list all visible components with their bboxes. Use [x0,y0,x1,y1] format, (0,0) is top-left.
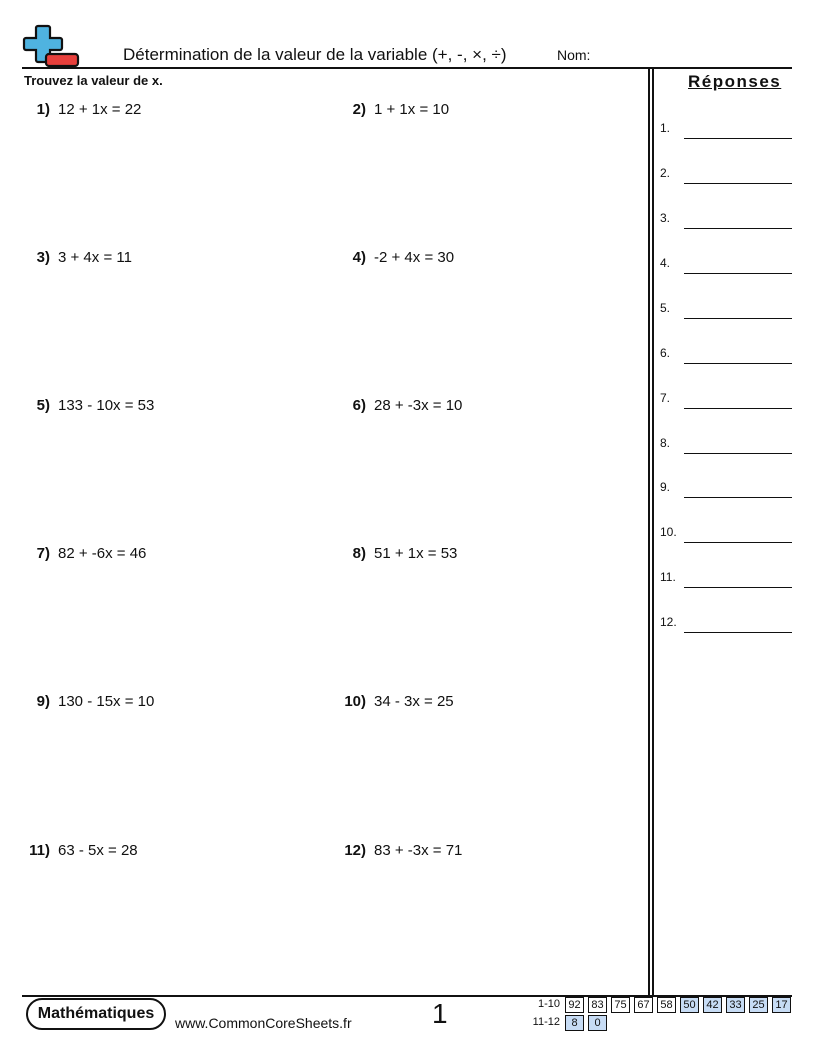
answer-blank-line[interactable] [684,497,792,498]
problem-expression: 133 - 10x = 53 [58,397,155,414]
answer-label: 11. [660,570,676,584]
answer-blank-line[interactable] [684,138,792,139]
problem-expression: 51 + 1x = 53 [374,545,458,562]
problem-number: 8) [352,545,366,562]
problem-number: 5) [36,397,50,414]
answer-label: 3. [660,211,671,225]
answer-blank-line[interactable] [684,228,792,229]
answer-row-12[interactable] [660,615,792,635]
answer-blank-line[interactable] [684,542,792,543]
answer-row-1[interactable] [660,121,792,141]
answer-blank-line[interactable] [684,363,792,364]
problem-6 [340,397,462,414]
problem-1 [24,101,141,118]
answer-label: 9. [660,480,671,494]
problem-number: 1) [36,101,50,118]
score-cell: 67 [634,997,653,1013]
problem-number: 7) [36,545,50,562]
problem-expression: 28 + -3x = 10 [374,397,463,414]
problem-9 [24,693,154,710]
answer-label: 6. [660,346,671,360]
subject-badge: Mathématiques [26,998,166,1030]
instructions: Trouvez la valeur de x. [24,73,163,88]
problem-12 [340,842,462,859]
score-cell: 8 [565,1015,584,1031]
problem-expression: 3 + 4x = 11 [58,249,132,266]
answers-title: Réponses [688,72,782,91]
problem-11 [24,842,138,859]
answer-blank-line[interactable] [684,453,792,454]
score-cell: 58 [657,997,676,1013]
answer-label: 7. [660,391,671,405]
answer-label: 1. [660,121,671,135]
answer-label: 8. [660,436,671,450]
problem-3 [24,249,132,266]
problem-expression: -2 + 4x = 30 [374,249,455,266]
score-cell: 83 [588,997,607,1013]
answer-blank-line[interactable] [684,318,792,319]
problem-2 [340,101,449,118]
site-url[interactable]: www.CommonCoreSheets.fr [175,1015,352,1031]
answer-row-11[interactable] [660,570,792,590]
answer-blank-line[interactable] [684,183,792,184]
problem-number: 4) [352,249,366,266]
problem-8 [340,545,457,562]
answer-label: 2. [660,166,671,180]
score-cell: 25 [749,997,768,1013]
answer-label: 10. [660,525,677,539]
problem-number: 6) [352,397,366,414]
problem-expression: 63 - 5x = 28 [58,842,138,859]
score-range-label: 1-10 [537,998,560,1010]
answer-row-7[interactable] [660,391,792,411]
score-cell: 75 [611,997,630,1013]
problem-number: 9) [36,693,50,710]
answer-label: 12. [660,615,677,629]
answer-blank-line[interactable] [684,632,792,633]
problem-expression: 130 - 15x = 10 [58,693,155,710]
problem-number: 3) [36,249,50,266]
answer-row-2[interactable] [660,166,792,186]
problem-expression: 1 + 1x = 10 [374,101,450,118]
name-label: Nom: [557,47,591,63]
problem-number: 2) [352,101,366,118]
answer-row-4[interactable] [660,256,792,276]
page-number: 1 [432,998,448,1029]
answer-row-3[interactable] [660,211,792,231]
answer-row-5[interactable] [660,301,792,321]
problem-expression: 12 + 1x = 22 [58,101,142,118]
answer-label: 4. [660,256,671,270]
problem-expression: 83 + -3x = 71 [374,842,463,859]
score-range-label: 11-12 [532,1016,560,1028]
answer-blank-line[interactable] [684,273,792,274]
footer-divider [22,995,792,997]
score-cell: 0 [588,1015,607,1031]
answer-label: 5. [660,301,671,315]
column-divider-right [652,67,654,995]
score-cell: 33 [726,997,745,1013]
answer-row-9[interactable] [660,480,792,500]
score-cell: 42 [703,997,722,1013]
problem-expression: 34 - 3x = 25 [374,693,454,710]
problem-number: 12) [344,842,366,859]
answer-blank-line[interactable] [684,587,792,588]
page-title: Détermination de la valeur de la variable (+, -, ×, ÷) [123,45,507,64]
score-cell: 50 [680,997,699,1013]
plus-minus-logo-icon [22,24,80,68]
problem-expression: 82 + -6x = 46 [58,545,147,562]
problem-7 [24,545,146,562]
answer-blank-line[interactable] [684,408,792,409]
answer-row-10[interactable] [660,525,792,545]
problem-5 [24,397,154,414]
problem-number: 11) [29,842,50,859]
problem-10 [340,693,454,710]
score-cell: 17 [772,997,791,1013]
answer-row-8[interactable] [660,436,792,456]
header-divider [22,67,792,69]
problem-number: 10) [344,693,366,710]
column-divider-left [648,67,650,995]
problem-4 [340,249,454,266]
answer-row-6[interactable] [660,346,792,366]
score-cell: 92 [565,997,584,1013]
